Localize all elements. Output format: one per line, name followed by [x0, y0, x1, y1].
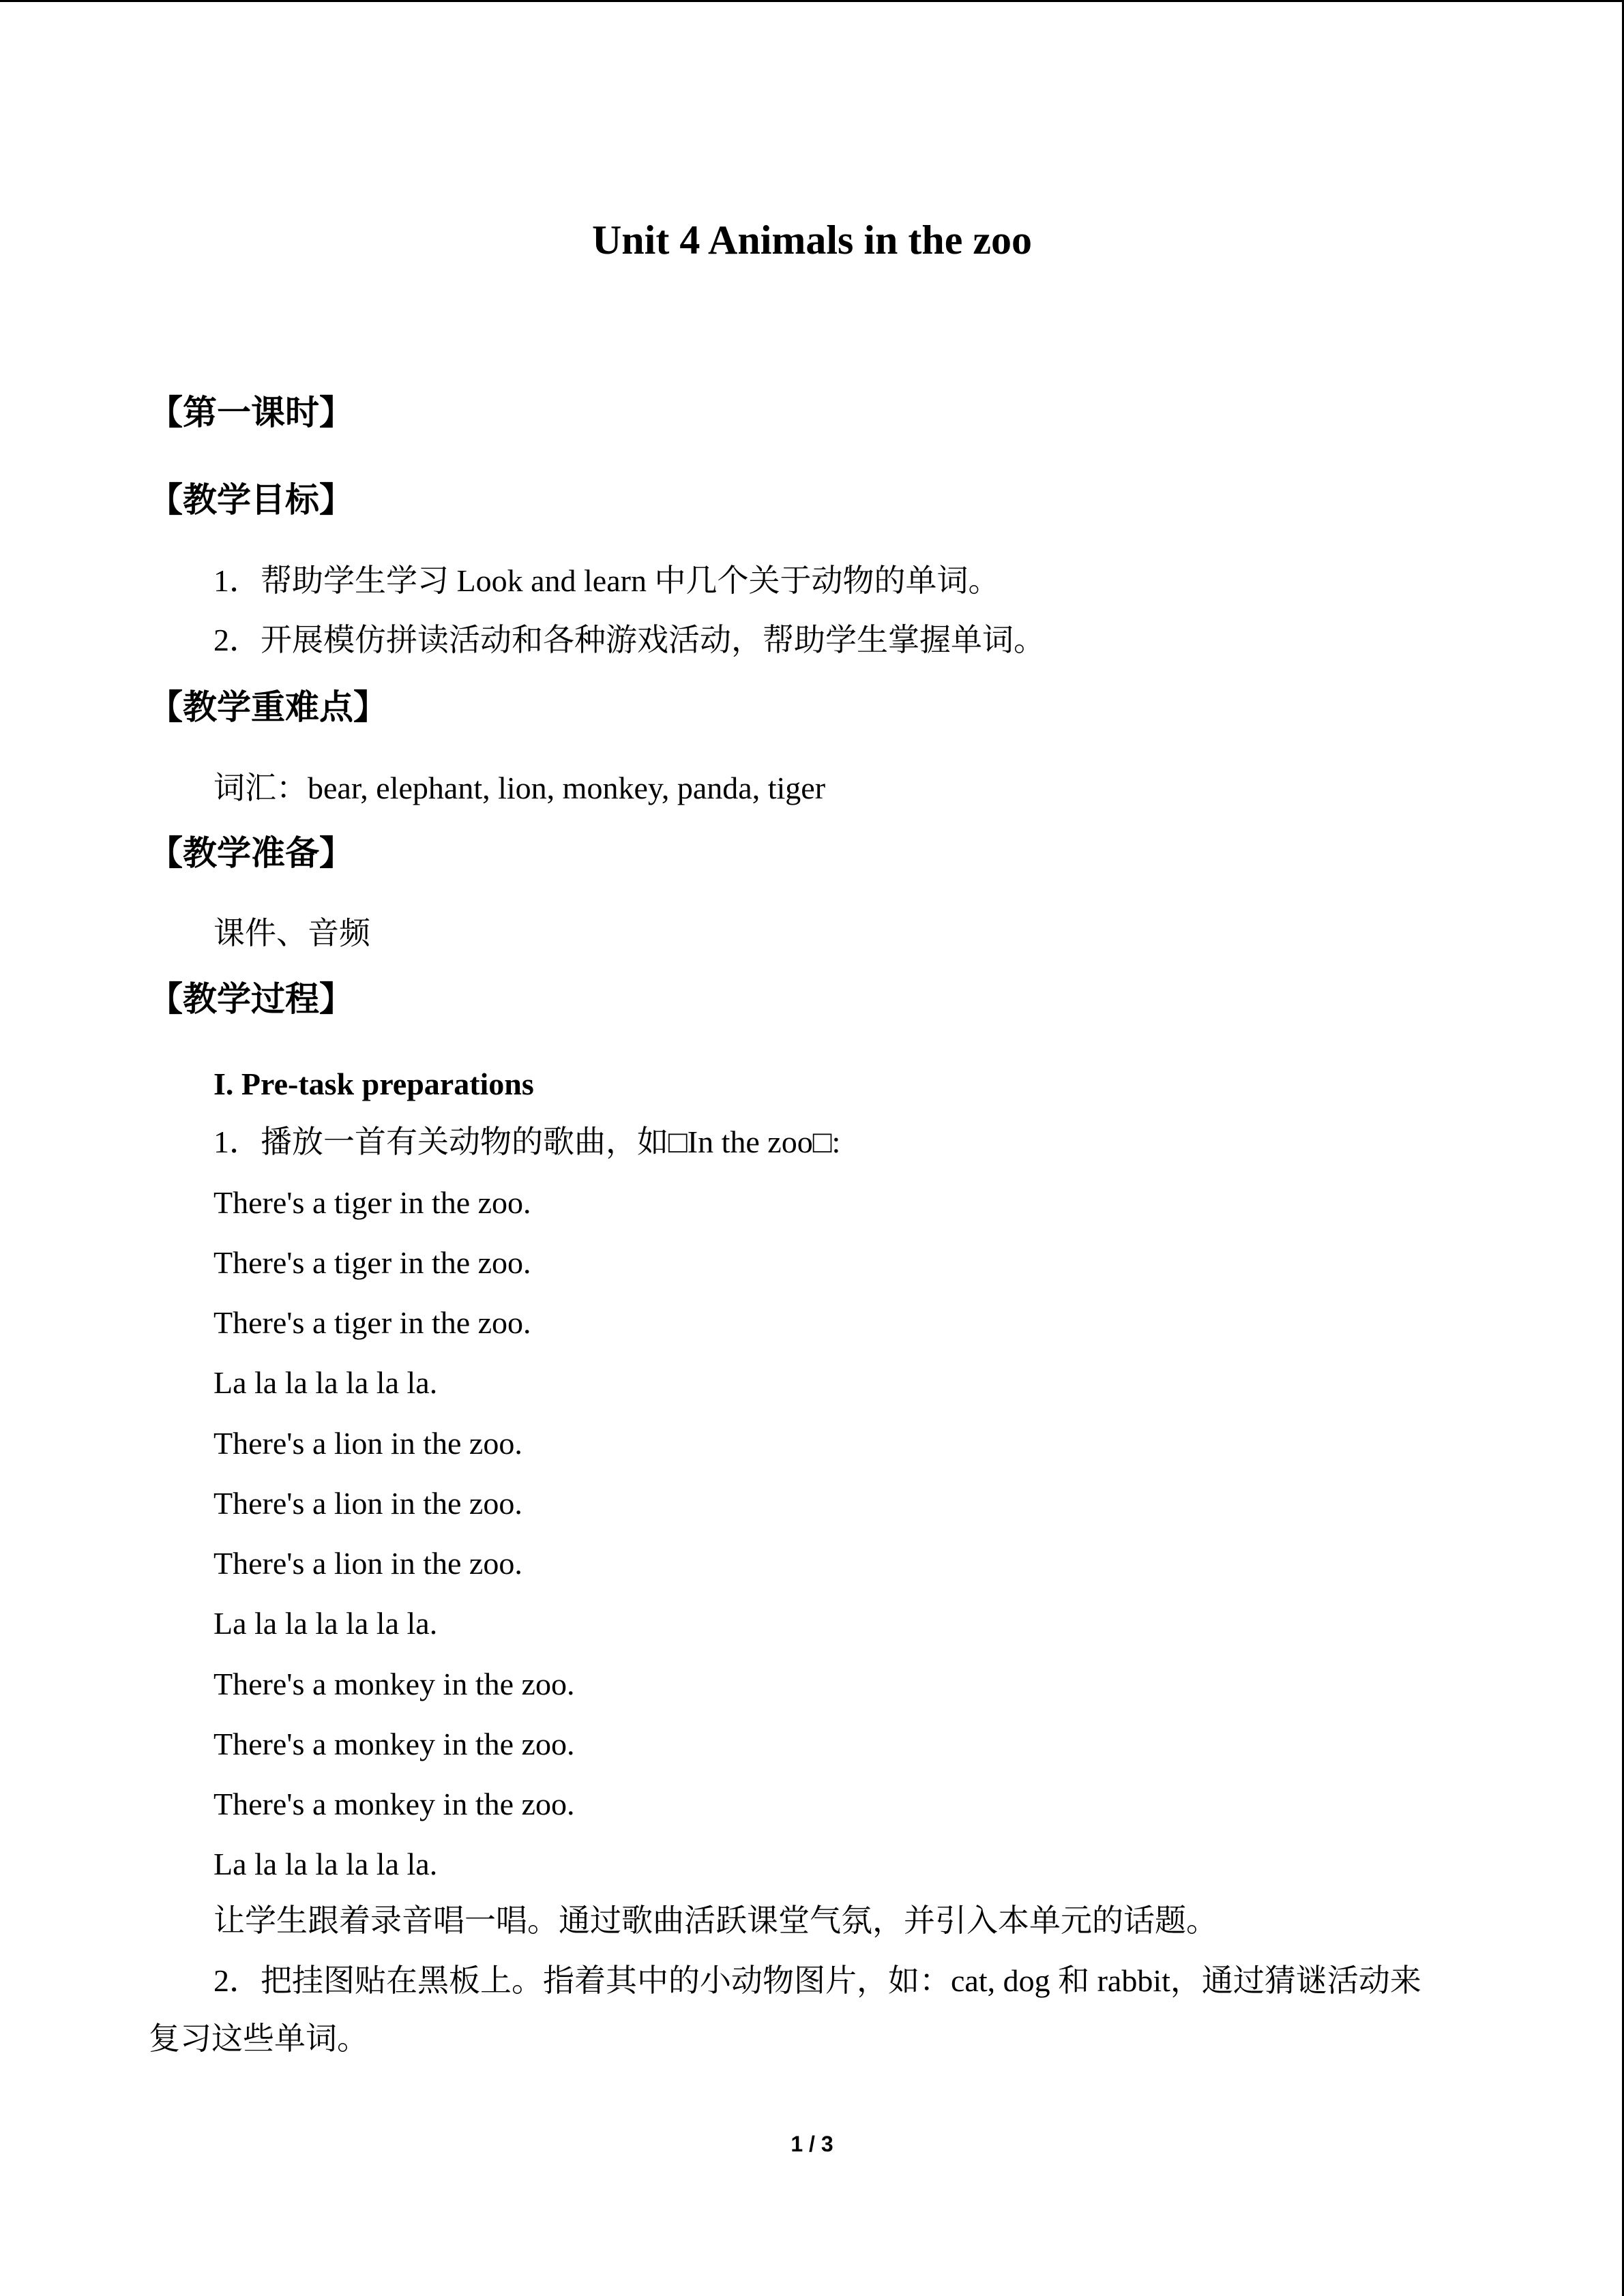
song-line: There's a lion in the zoo.	[213, 1486, 522, 1521]
preparation-text: 课件、音频	[213, 916, 370, 951]
section-preparation-heading: 【教学准备】	[149, 833, 353, 873]
top-border	[0, 0, 1624, 2]
section-lesson-heading: 【第一课时】	[149, 393, 353, 432]
section-key-points-heading: 【教学重难点】	[149, 687, 387, 727]
song-line: There's a monkey in the zoo.	[213, 1667, 575, 1701]
section-objectives-heading: 【教学目标】	[149, 480, 353, 520]
song-line: There's a tiger in the zoo.	[213, 1245, 531, 1280]
key-points-text: 词汇：bear, elephant, lion, monkey, panda, tiger	[213, 771, 826, 805]
page-title: Unit 4 Animals in the zoo	[591, 218, 1033, 263]
song-line: There's a monkey in the zoo.	[213, 1727, 575, 1761]
song-line: There's a tiger in the zoo.	[213, 1305, 531, 1340]
objective-item-1: 1．帮助学生学习 Look and learn 中几个关于动物的单词。	[213, 563, 1000, 598]
objective-item-2: 2．开展模仿拼读活动和各种游戏活动，帮助学生掌握单词。	[213, 623, 1045, 657]
process-subheading: I. Pre-task preparations	[213, 1067, 534, 1101]
after-song-text: 让学生跟着录音唱一唱。通过歌曲活跃课堂气氛，并引入本单元的话题。	[213, 1903, 1217, 1938]
song-line: There's a tiger in the zoo.	[213, 1185, 531, 1220]
page-number: 1 / 3	[791, 2132, 833, 2156]
section-process-heading: 【教学过程】	[149, 979, 353, 1019]
song-line: La la la la la la la.	[213, 1847, 438, 1881]
process-step-1: 1．播放一首有关动物的歌曲，如□In the zoo□:	[213, 1124, 841, 1159]
process-step-2-continued: 复习这些单词。	[149, 2021, 368, 2056]
song-line: There's a lion in the zoo.	[213, 1546, 522, 1581]
song-line: La la la la la la la.	[213, 1365, 438, 1400]
song-line: There's a lion in the zoo.	[213, 1426, 522, 1461]
process-step-2: 2．把挂图贴在黑板上。指着其中的小动物图片，如：cat, dog 和 rabbit，通过猜谜活动来	[213, 1963, 1421, 1998]
song-line: There's a monkey in the zoo.	[213, 1787, 575, 1821]
song-line: La la la la la la la.	[213, 1606, 438, 1641]
